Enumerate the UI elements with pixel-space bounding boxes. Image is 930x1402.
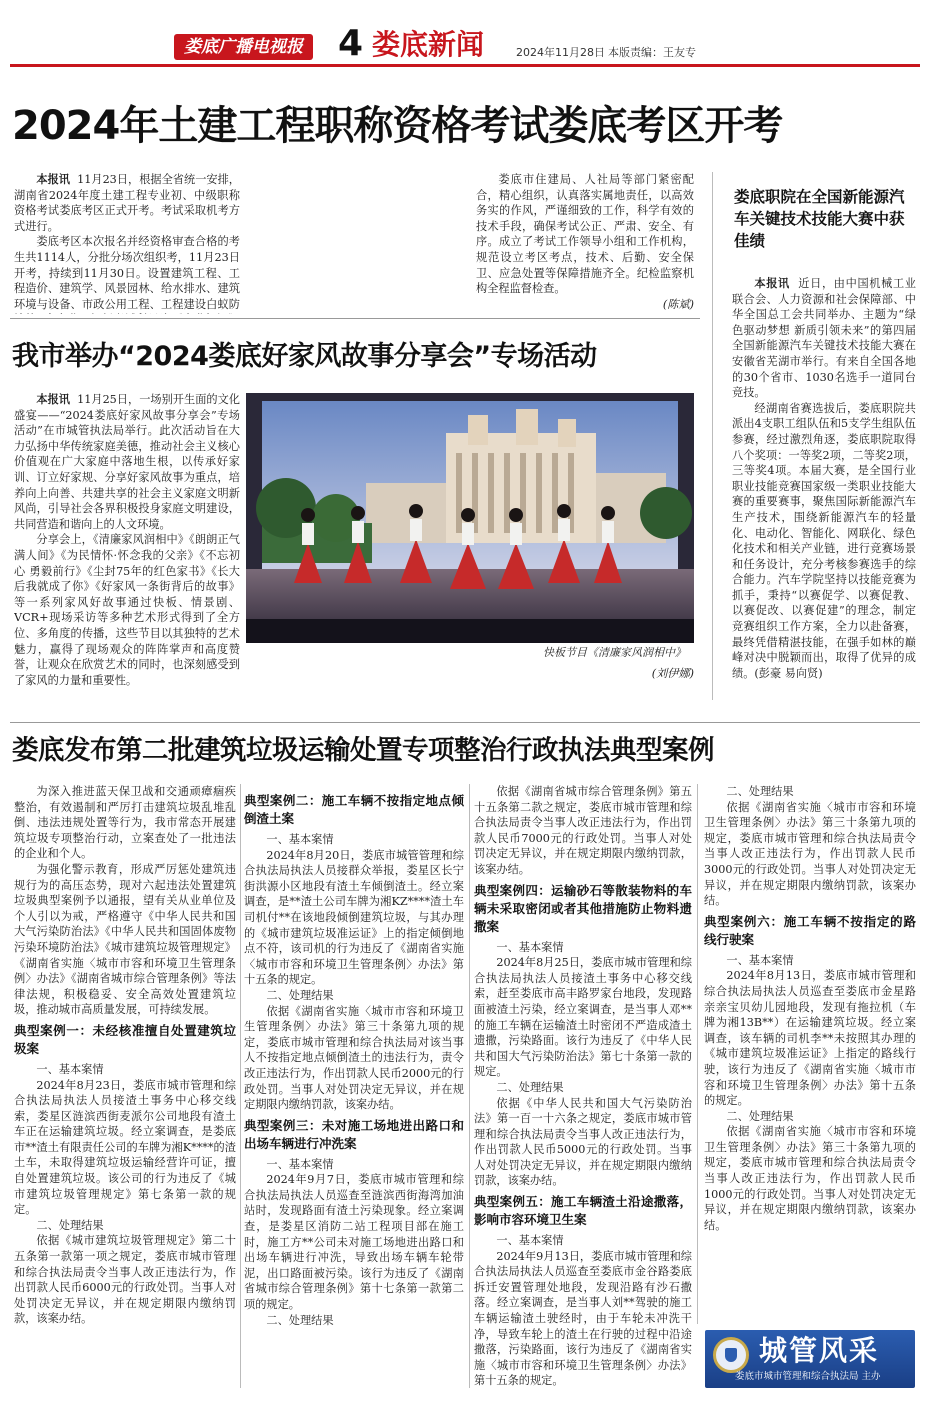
article1-col3 — [476, 172, 694, 314]
article1-col1 — [14, 172, 240, 314]
article2-para: 本报讯 11月25日，一场别开生面的文化盛宴——“2024娄底好家风故事分享会”专场活动”在市城管执法局举行。此次活动旨在大力弘扬中华传统家庭美德，推动社会主义核心价值观在广大家庭中落地生根，以传承好家训、订立好家规、分享好家风故事为重点，培养向上向善、共建共享的社会主义家庭文明新风尚，引导社会各界积极投身家庭文明建设，共同营造和谐向上的人文环境。 — [14, 393, 240, 531]
divider — [10, 722, 920, 723]
article3-col2 — [244, 788, 464, 1390]
column-divider — [240, 784, 241, 1388]
issue-date: 2024年11月28日 — [516, 46, 605, 59]
page-number: 4 — [338, 23, 364, 64]
sidebar-body — [732, 276, 916, 700]
column-divider — [469, 784, 470, 1388]
case-facts: 2024年8月23日，娄底市城市管理和综合执法局执法人员接渣土事务中心移交线索，娄星区涟滨西街麦派尔公司地段有渣土车正在运输建筑垃圾。经立案调查，是娄底市**渣土有限责任公司的车牌为湘K****的渣土车，未取得建筑垃圾运输经营许可证，擅自处置建筑垃圾。该公司的行为违反了《城市建筑垃圾管理规定》第七条第一款的规定。 — [14, 1078, 236, 1217]
article1-para: 娄底市住建局、人社局等部门紧密配合，精心组织，认真落实属地责任，以高效务实的作风，严谨细致的工作，科学有效的技术手段，确保考试公正、严肃、安全、有序。成立了考试工作领导小组和工作机构，规范设立考区考点，技术、后勤、安全保卫、应急处置等保障措施齐全。纪检监察机构全程监督检查。 — [476, 173, 694, 296]
logo-subtitle: 娄底市城市管理和综合执法局 主办 — [735, 1371, 881, 1382]
case-subhead: 一、基本案情 — [726, 953, 794, 967]
article1-byline: 本报讯 — [36, 173, 70, 186]
article2-headline: 我市举办“2024娄底好家风故事分享会”专场活动 — [12, 341, 597, 372]
case-subhead: 一、基本案情 — [36, 1062, 104, 1076]
case-result: 依据《湖南省城市综合管理条例》第五十五条第二款之规定，娄底市城市管理和综合执法局责令当事人改正违法行为，作出罚款人民币7000元的行政处罚。当事人对处罚决定无异议，并在规定期限内缴纳罚款，该案办结。 — [474, 785, 692, 876]
article2-photo — [246, 393, 694, 643]
sidebar-para: 经湖南省赛选拔后，娄底职院共派出4支职工组队伍和5支学生组队伍参赛，经过激烈角逐，娄底职院取得八个奖项：一等奖2项，二等奖2项，三等奖4项。本届大赛，是全国行业职业技能竞赛国家级一类职业技能大赛的重要赛事，聚焦国际新能源汽车生产技术，围绕新能源汽车的轻量化、电动化、智能化、网联化、绿色化技术和相关产业链，进行竞赛场景和任务设计，充分考核参赛选手的综合能力。汽车学院坚持以技能竞赛为抓手，秉持“以赛促学、以赛促教、以赛促改、以赛促建”的理念，制定竞赛组织工作方案，全力以赴备赛，最终凭借精湛技能，在强手如林的巅峰对决中脱颖而出，取得了优异的成绩。(彭豪 易向贤) — [732, 401, 916, 680]
section-name: 娄底新闻 — [372, 28, 485, 61]
case-title: 典型案例二：施工车辆不按指定地点倾倒渣土案 — [244, 793, 464, 826]
case-facts: 2024年9月7日，娄底市城市管理和综合执法局执法人员巡查至涟滨西街海湾加油站时，发现路面有渣土污染现象。经立案调查，是娄星区消防二站工程项目部在施工时，施工方**公司未对施工场地进出路口和出场车辆进行冲洗，导致出场车辆车轮带泥，出口路面被污染。该行为违反了《湖南省城市综合管理条例》第十七条第一款第二项的规定。 — [244, 1173, 464, 1312]
article1-col2 — [246, 172, 464, 314]
case-title: 典型案例三：未对施工场地进出路口和出场车辆进行冲洗案 — [244, 1117, 464, 1151]
article1-signature: (陈斌) — [662, 297, 694, 311]
masthead — [0, 0, 930, 64]
case-subhead: 一、基本案情 — [496, 1234, 564, 1248]
case-subhead: 二、处理结果 — [36, 1218, 104, 1232]
case-result: 依据《湖南省实施〈城市市容和环境卫生管理条例〉办法》第三十条第九项的规定，娄底市城市管理和综合执法局对该当事人不按指定地点倾倒渣土的违法行为，责令改正违法行为，作出罚款人民币2000元的行政处罚。当事人对处罚决定无异议，并在规定期限内缴纳罚款，该案办结。 — [244, 1004, 464, 1112]
case-subhead: 二、处理结果 — [726, 1109, 794, 1123]
case-facts: 2024年8月20日，娄底市城管管理和综合执法局执法人员接群众举报，娄星区长宁街洪源小区地段有渣土车倾倒渣土。经立案调查，是**渣土公司车牌为湘KZ****渣土车司机付**在该地段倾倒建筑垃圾，与其办理的《城市建筑垃圾准运证》上的指定倾倒地点不符，该司机的行为违反了《湖南省实施〈城市市容和环境卫生管理条例〉办法》第十五条的规定。 — [244, 848, 464, 987]
article2-col3 — [476, 666, 694, 706]
case-title: 典型案例一：未经核准擅自处置建筑垃圾案 — [14, 1022, 236, 1056]
article3-intro: 为强化警示教育，形成严厉惩处建筑违规行为的高压态势，现对六起违法处置建筑垃圾典型案例予以通报，望有关从业单位及个人引以为戒，严格遵守《中华人民共和国大气污染防治法》《中华人民共和国固体废物污染环境防治法》《城市建筑垃圾管理规定》《湖南省实施〈城市市容和环境卫生管理条例〉办法》《湖南省城市综合管理条例》等法律法规，积极稳妥、安全高效处置建筑垃圾，推动城市高质量发展，可持续发展。 — [14, 862, 236, 1017]
case-title: 典型案例六：施工车辆不按指定的路线行驶案 — [704, 913, 916, 947]
sidebar-para: 本报讯 近日，由中国机械工业联合会、人力资源和社会保障部、中华全国总工会共同举办、主题为“绿色驱动梦想 新质引领未来”的第四届全国新能源汽车关键技术技能大赛在安徽省芜湖市举行。有来自全国各地的30个省市、1030名选手一道同台竞技。 — [732, 277, 916, 400]
article2-photo-caption: 快板节目《清廉家风润相中》 — [543, 646, 686, 659]
column-divider — [712, 172, 713, 700]
case-subhead: 二、处理结果 — [726, 785, 794, 798]
chengguan-fengcai-logo — [705, 1330, 915, 1388]
case-result: 依据《湖南省实施〈城市市容和环境卫生管理条例〉办法》第三十条第九项的规定，娄底市城市管理和综合执法局责令当事人改正违法行为，作出罚款人民币3000元的行政处罚。当事人对处罚决定无异议，并在规定期限内缴纳罚款，该案办结。 — [704, 800, 916, 908]
article1-para: 本报讯 11月23日，根据全省统一安排，湖南省2024年度土建工程专业初、中级职称资格考试娄底考区正式开考。考试采取机考方式进行。 — [14, 173, 240, 233]
case-subhead: 一、基本案情 — [266, 833, 334, 846]
badge-emblem-icon — [713, 1337, 749, 1373]
article3-headline: 娄底发布第二批建筑垃圾运输处置专项整治行政执法典型案例 — [12, 735, 714, 766]
article1-headline: 2024年土建工程职称资格考试娄底考区开考 — [12, 103, 783, 149]
masthead-rule — [10, 64, 920, 67]
case-result: 依据《城市建筑垃圾管理规定》第二十五条第一款第一项之规定，娄底市城市管理和综合执法局责令当事人改正违法行为，作出罚款人民币6000元的行政处罚。当事人对处罚决定无异议，并在规定期限内缴纳罚款，该案办结。 — [14, 1234, 236, 1326]
article3-col1 — [14, 784, 236, 1390]
case-subhead: 一、基本案情 — [496, 940, 564, 954]
sidebar-signature: (彭豪 易向贤) — [754, 666, 823, 680]
article2-col1 — [14, 392, 240, 706]
stage-performance-image — [246, 393, 694, 643]
case-subhead: 二、处理结果 — [266, 1313, 334, 1327]
case-title: 典型案例五：施工车辆渣土沿途撒落，影响市容环境卫生案 — [474, 1194, 692, 1228]
case-subhead: 二、处理结果 — [496, 1080, 564, 1094]
sidebar-byline: 本报讯 — [754, 277, 790, 290]
column-divider — [697, 784, 698, 1324]
case-subhead: 一、基本案情 — [266, 1157, 334, 1171]
case-facts: 2024年9月13日，娄底市城市管理和综合执法局执法人员巡查至娄底市金谷路娄底拆迁安置管理处地段，发现沿路有沙石撒落。经立案调查，是当事人刘**驾驶的施工车辆运输渣土驶经时，由于车轮未冲洗干净，导致车轮上的渣土在行驶的过程中沿途撒落，污染路面，该行为违反了《湖南省实施〈城市市容和环境卫生管理条例〉办法》第十五条的规定。 — [474, 1249, 692, 1388]
sidebar-headline: 娄底职院在全国新能源汽车关键技术技能大赛中获佳绩 — [734, 188, 905, 250]
article3-col3 — [474, 784, 692, 1390]
case-facts: 2024年8月13日，娄底市城市管理和综合执法局执法人员巡查至娄底市金星路亲亲宝贝幼儿园地段，发现有拖拉机（车牌为湘13B**）在运输建筑垃圾。经立案调查，该车辆的司机李**未按照其办理的《城市建筑垃圾准运证》上指定的路线行驶，该行为违反了《湖南省实施〈城市市容和环境卫生管理条例〉办法》第十五条的规定。 — [704, 969, 916, 1108]
divider — [10, 318, 700, 319]
article2-byline: 本报讯 — [36, 393, 70, 406]
case-title: 典型案例四：运输砂石等散装物料的车辆未采取密闭或者其他措施防止物料遗撒案 — [474, 882, 692, 934]
article2-signature: (刘伊娜) — [651, 667, 694, 680]
case-result: 依据《中华人民共和国大气污染防治法》第一百一十六条之规定，娄底市城市管理和综合执法局责令当事人改正违法行为，作出罚款人民币5000元的行政处罚。当事人对处罚决定无异议，并在规定期限内缴纳罚款，该案办结。 — [474, 1096, 692, 1188]
article1-para: 娄底考区本次报名并经资格审查合格的考生共1114人，分批分场次组织考，11月23日开考，持续到11月30日。设置建筑工程、工程造价、建筑学、风景园林、给水排水、建筑环境与设备、市政公用工程、工程建设白蚁防 — [14, 235, 240, 311]
case-facts: 2024年8月25日，娄底市城市管理和综合执法局执法人员接渣土事务中心移交线索，赶至娄底市高丰路罗家台地段，发现路面被渣土污染，经立案调查，是当事人邓**的施工车辆在运输渣土时密闭不严造成渣土遗撒，污染路面。该行为违反了《中华人民共和国大气污染防治法》第七十条第一款的规定。 — [474, 956, 692, 1079]
page-editor: 本版责编：王友专 — [608, 46, 696, 59]
article2-para: 分享会上，《清廉家风润相中》《朗朗正气满人间》《为民情怀·怀念我的父亲》《不忘初心 勇毅前行》《尘封75年的红色家书》《长大后我就成了你》《好家风一条街背后的故事》等一系列家风好故事通过快板、情景剧、VCR+现场采访等多种艺术形式得到了全方位、多角度的传播，这些节目以其独特的艺术魅力，赢得了现场观众的阵阵掌声和高度赞誉，让观众在欣赏艺术的同时，也深刻感受到了家风的力量和重要性。 — [14, 533, 240, 687]
paper-name-badge: 娄底广播电视报 — [174, 34, 313, 60]
case-result: 依据《湖南省实施〈城市市容和环境卫生管理条例〉办法》第三十条第九项的规定，娄底市城市管理和综合执法局责令当事人改正违法行为，作出罚款人民币1000元的行政处罚。当事人对处罚决定无异议，并在规定期限内缴纳罚款，该案办结。 — [704, 1125, 916, 1232]
article3-intro: 为深入推进蓝天保卫战和交通顽瘴痼疾整治，有效遏制和严厉打击建筑垃圾乱堆乱倒、违法违规处置等行为，我市常态开展建筑垃圾专项整治行动，立案查处了一批违法的企业和个人。 — [14, 785, 236, 861]
case-subhead: 二、处理结果 — [266, 988, 334, 1002]
logo-title: 城管风采 — [759, 1334, 880, 1367]
article2-col2 — [246, 666, 464, 706]
article3-col4 — [704, 784, 916, 1324]
